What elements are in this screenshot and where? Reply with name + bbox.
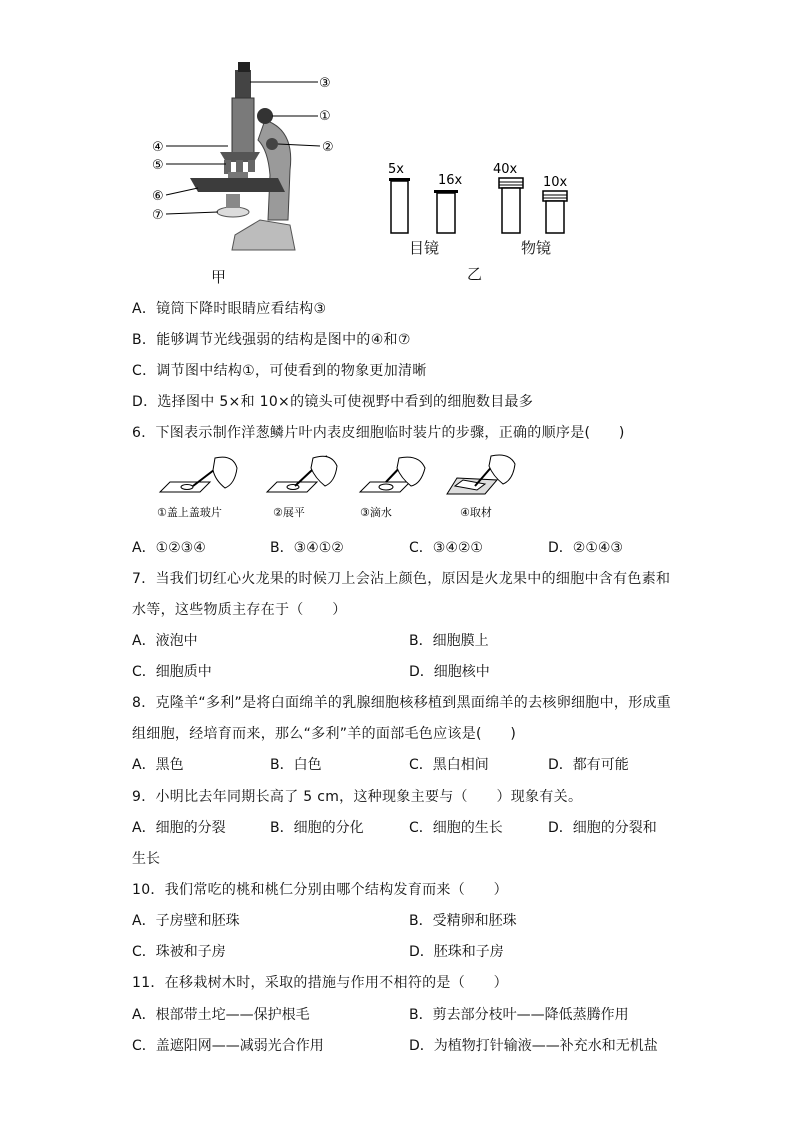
q6-stem: 6．下图表示制作洋葱鳞片叶内表皮细胞临时装片的步骤，正确的顺序是( )	[132, 425, 625, 441]
mag-10x: 10x	[543, 175, 568, 190]
step-4-label: ④取材	[460, 506, 492, 519]
step-3-illustration	[360, 457, 425, 492]
callout-4: ④	[152, 140, 164, 155]
q7-option-b: B．细胞膜上	[409, 633, 489, 649]
q11-option-a: A．根部带土坨——保护根毛	[132, 1007, 310, 1023]
q8-option-a: A．黑色	[132, 757, 184, 773]
mag-40x: 40x	[493, 162, 518, 177]
label-yi: 乙	[467, 265, 483, 283]
q11-stem: 11．在移栽树木时，采取的措施与作用不相符的是（ ）	[132, 975, 508, 991]
step-1-illustration	[160, 457, 237, 492]
q10-option-c: C．珠被和子房	[132, 944, 226, 960]
callout-7: ⑦	[152, 208, 164, 223]
q6-option-c: C．③④②①	[409, 540, 483, 556]
step-4-illustration	[447, 455, 515, 494]
step-2-illustration	[267, 456, 337, 492]
label-eyepiece: 目镜	[409, 239, 440, 257]
q6-option-a: A．①②③④	[132, 540, 206, 556]
callout-1: ①	[319, 109, 331, 124]
q5-option-a: A．镜筒下降时眼睛应看结构③	[132, 301, 327, 317]
q9-option-c: C．细胞的生长	[409, 820, 503, 836]
label-jia: 甲	[211, 268, 227, 286]
q8-option-d: D．都有可能	[548, 757, 629, 773]
q9-option-b: B．细胞的分化	[270, 820, 364, 836]
q7-option-a: A．液泡中	[132, 633, 198, 649]
q10-option-a: A．子房壁和胚珠	[132, 913, 240, 929]
slide-steps-figure	[155, 450, 535, 522]
q7-stem-line1: 7．当我们切红心火龙果的时候刀上会沾上颜色，原因是火龙果中的细胞中含有色素和	[132, 571, 671, 587]
q8-option-b: B．白色	[270, 757, 322, 773]
q5-option-b: B．能够调节光线强弱的结构是图中的④和⑦	[132, 332, 411, 348]
mag-16x: 16x	[438, 173, 463, 188]
q7-option-c: C．细胞质中	[132, 664, 212, 680]
q8-option-c: C．黑白相间	[409, 757, 489, 773]
q9-option-d: D．细胞的分裂和	[548, 820, 657, 836]
q10-option-b: B．受精卵和胚珠	[409, 913, 517, 929]
q5-option-c: C．调节图中结构①，可使看到的物象更加清晰	[132, 363, 427, 379]
q6-option-b: B．③④①②	[270, 540, 344, 556]
q9-option-d-continued: 生长	[132, 851, 160, 867]
callout-5: ⑤	[152, 158, 164, 173]
microscope-figure	[140, 60, 340, 255]
q6-option-d: D．②①④③	[548, 540, 623, 556]
q7-stem-line2: 水等，这些物质主存在于（ ）	[132, 602, 347, 618]
q9-option-a: A．细胞的分裂	[132, 820, 226, 836]
q11-option-c: C．盖遮阳网——减弱光合作用	[132, 1038, 324, 1054]
q9-stem: 9．小明比去年同期长高了 5 cm，这种现象主要与（ ）现象有关。	[132, 789, 583, 805]
callout-6: ⑥	[152, 189, 164, 204]
lens-figure	[380, 158, 580, 238]
mag-5x: 5x	[388, 162, 404, 177]
q8-stem-line2: 组细胞，经培育而来，那么“多利”羊的面部毛色应该是( )	[132, 726, 517, 742]
step-3-label: ③滴水	[360, 506, 392, 519]
q11-option-b: B．剪去部分枝叶——降低蒸腾作用	[409, 1007, 629, 1023]
callout-3: ③	[319, 76, 331, 91]
q8-stem-line1: 8．克隆羊“多利”是将白面绵羊的乳腺细胞核移植到黑面绵羊的去核卵细胞中，形成重	[132, 695, 672, 711]
q5-option-d: D．选择图中 5×和 10×的镜头可使视野中看到的细胞数目最多	[132, 394, 534, 410]
label-objective: 物镜	[521, 239, 552, 257]
step-1-label: ①盖上盖玻片	[157, 506, 222, 519]
q7-option-d: D．细胞核中	[409, 664, 490, 680]
step-2-label: ②展平	[273, 506, 305, 519]
q10-option-d: D．胚珠和子房	[409, 944, 504, 960]
q11-option-d: D．为植物打针输液——补充水和无机盐	[409, 1038, 658, 1054]
q10-stem: 10．我们常吃的桃和桃仁分别由哪个结构发育而来（ ）	[132, 882, 508, 898]
callout-2: ②	[322, 140, 334, 155]
